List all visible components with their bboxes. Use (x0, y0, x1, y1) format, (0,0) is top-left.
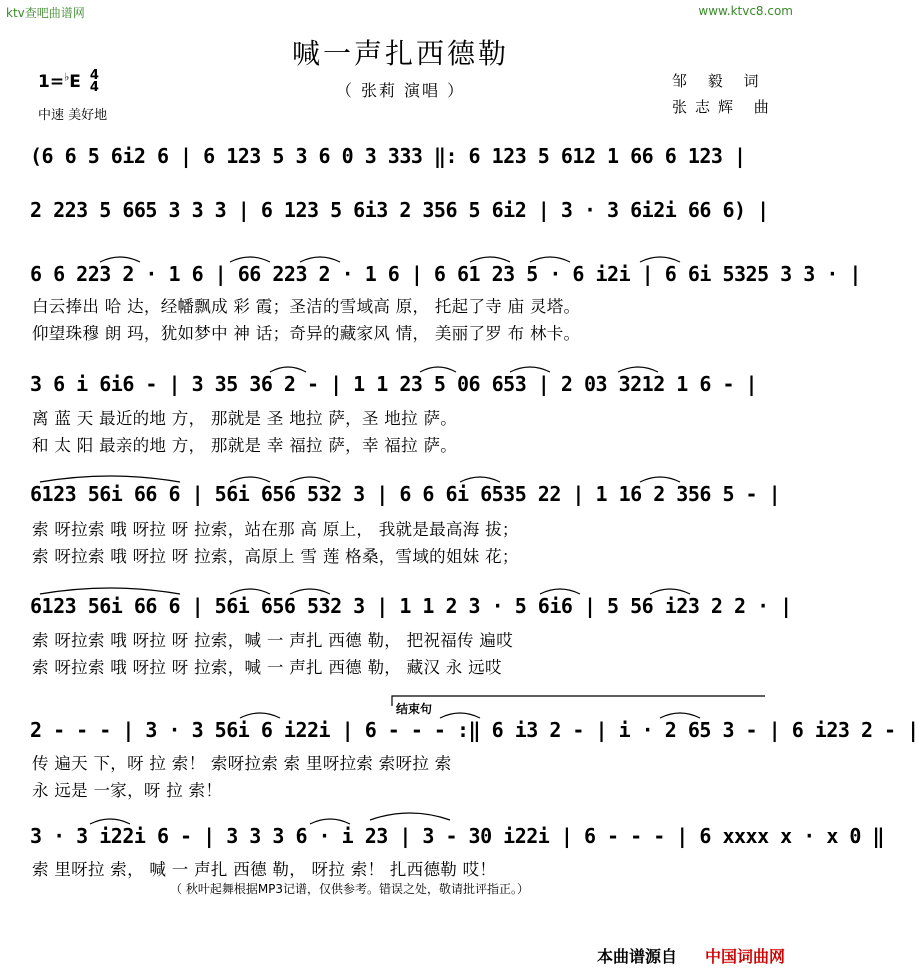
ending-label: 结束句 (396, 702, 433, 716)
score-line-3: 6 6 223 2 · 1 6 | 66 223 2 · 1 6 | 6 61 23 5 · 6 i2i | 6 6i 5325 3 3 · | (30, 262, 861, 286)
lyric-line-3b: 仰望珠穆 朗 玛，犹如梦中 神 话；奇异的藏家风 情， 美丽了罗 布 林卡。 (32, 324, 581, 343)
score-line-5: 6123 56i 66 6 | 56i 656 532 3 | 6 6 6i 6535 22 | 1 16 2 356 5 - | (30, 482, 781, 506)
slur (530, 257, 570, 262)
slur (230, 589, 270, 594)
slur (440, 713, 480, 718)
watermark-right: www.ktvc8.com (698, 4, 793, 18)
slur (310, 819, 350, 824)
watermark-left: ktv查吧曲谱网 (6, 6, 85, 20)
slur (640, 477, 680, 482)
slur (460, 477, 500, 482)
slur (290, 589, 330, 594)
slur (618, 367, 658, 372)
slur (420, 367, 456, 372)
time-denominator: 4 (89, 80, 99, 95)
lyric-line-7b: 永 远是 一家，呀 拉 索！ (32, 781, 223, 800)
score-line-1: (6 6 5 6i2 6 | 6 123 5 3 6 0 3 333 ‖: 6 123 5 612 1 66 6 123 | (30, 144, 746, 168)
slur (270, 367, 306, 372)
tempo-marking: 中速 美好地 (38, 108, 108, 123)
slur (290, 477, 330, 482)
lyric-line-7a: 传 遍天 下，呀 拉 索！ 索呀拉索 索 里呀拉索 索呀拉 索 (32, 754, 452, 773)
lyric-line-4a: 离 蓝 天 最近的地 方， 那就是 圣 地拉 萨，圣 地拉 萨。 (32, 409, 458, 428)
time-numerator: 4 (89, 68, 99, 83)
slur (510, 367, 550, 372)
singer-credit: （ 张莉 演唱 ） (335, 81, 466, 100)
slur (40, 476, 180, 482)
lyricist: 邹 毅 词 (672, 72, 767, 90)
slur (370, 813, 450, 820)
lyric-line-3a: 白云捧出 哈 达，经幡飘成 彩 霞；圣洁的雪域高 原， 托起了寺 庙 灵塔。 (32, 297, 581, 316)
lyric-line-5a: 索 呀拉索 哦 呀拉 呀 拉索，站在那 高 原上， 我就是最高海 拔； (32, 520, 519, 539)
score-line-4: 3 6 i 6i6 - | 3 35 36 2 - | 1 1 23 5 06 653 | 2 03 3212 1 6 - | (30, 372, 758, 396)
footer-site-name: 中国词曲网 (705, 947, 786, 966)
slur (300, 257, 340, 262)
slur (640, 257, 680, 262)
lyric-line-6a: 索 呀拉索 哦 呀拉 呀 拉索，喊 一 声扎 西德 勒， 把祝福传 遍哎 (32, 631, 513, 650)
score-line-7: 2 - - - | 3 · 3 56i 6 i22i | 6 - - - :‖ 6 i3 2 - | i · 2 65 3 - | 6 i23 2 - | (30, 718, 919, 742)
footer-source-label: 本曲谱源自 (597, 947, 678, 966)
slur (90, 819, 130, 824)
slur (540, 589, 580, 594)
slur (240, 713, 280, 718)
lyric-line-5b: 索 呀拉索 哦 呀拉 呀 拉索，高原上 雪 莲 格桑，雪域的姐妹 花； (32, 547, 519, 566)
score-line-2: 2 223 5 665 3 3 3 | 6 123 5 6i3 2 356 5 6i2 | 3 · 3 6i2i 66 6) | (30, 198, 769, 222)
ending-bracket (392, 696, 765, 706)
slur (100, 257, 140, 262)
lyric-line-4b: 和 太 阳 最亲的地 方， 那就是 幸 福拉 萨，幸 福拉 萨。 (32, 436, 458, 455)
lyric-line-6b: 索 呀拉索 哦 呀拉 呀 拉索，喊 一 声扎 西德 勒， 藏汉 永 远哎 (32, 658, 502, 677)
slur (230, 257, 270, 262)
slur (470, 257, 510, 262)
slur (660, 713, 700, 718)
key-note: E (69, 72, 81, 92)
score-line-8: 3 · 3 i22i 6 - | 3 3 3 6 · i 23 | 3 - 30 i22i | 6 - - - | 6 xxxx x · x 0 ‖ (30, 824, 885, 848)
key-prefix: 1= (38, 72, 65, 92)
score-line-6: 6123 56i 66 6 | 56i 656 532 3 | 1 1 2 3 · 5 6i6 | 5 56 i23 2 2 · | (30, 594, 792, 618)
composer: 张志辉 曲 (672, 98, 777, 116)
song-title: 喊一声扎西德勒 (291, 37, 509, 70)
lyric-line-8a: 索 里呀拉 索， 喊 一 声扎 西德 勒， 呀拉 索！ 扎西德勒 哎！ (32, 860, 497, 879)
slur (40, 588, 180, 594)
slur (650, 589, 690, 594)
footnote: （ 秋叶起舞根据MP3记谱，仅供参考。错误之处，敬请批评指正。） (170, 882, 530, 896)
flat-symbol: ♭ (64, 70, 70, 84)
slur (230, 477, 270, 482)
